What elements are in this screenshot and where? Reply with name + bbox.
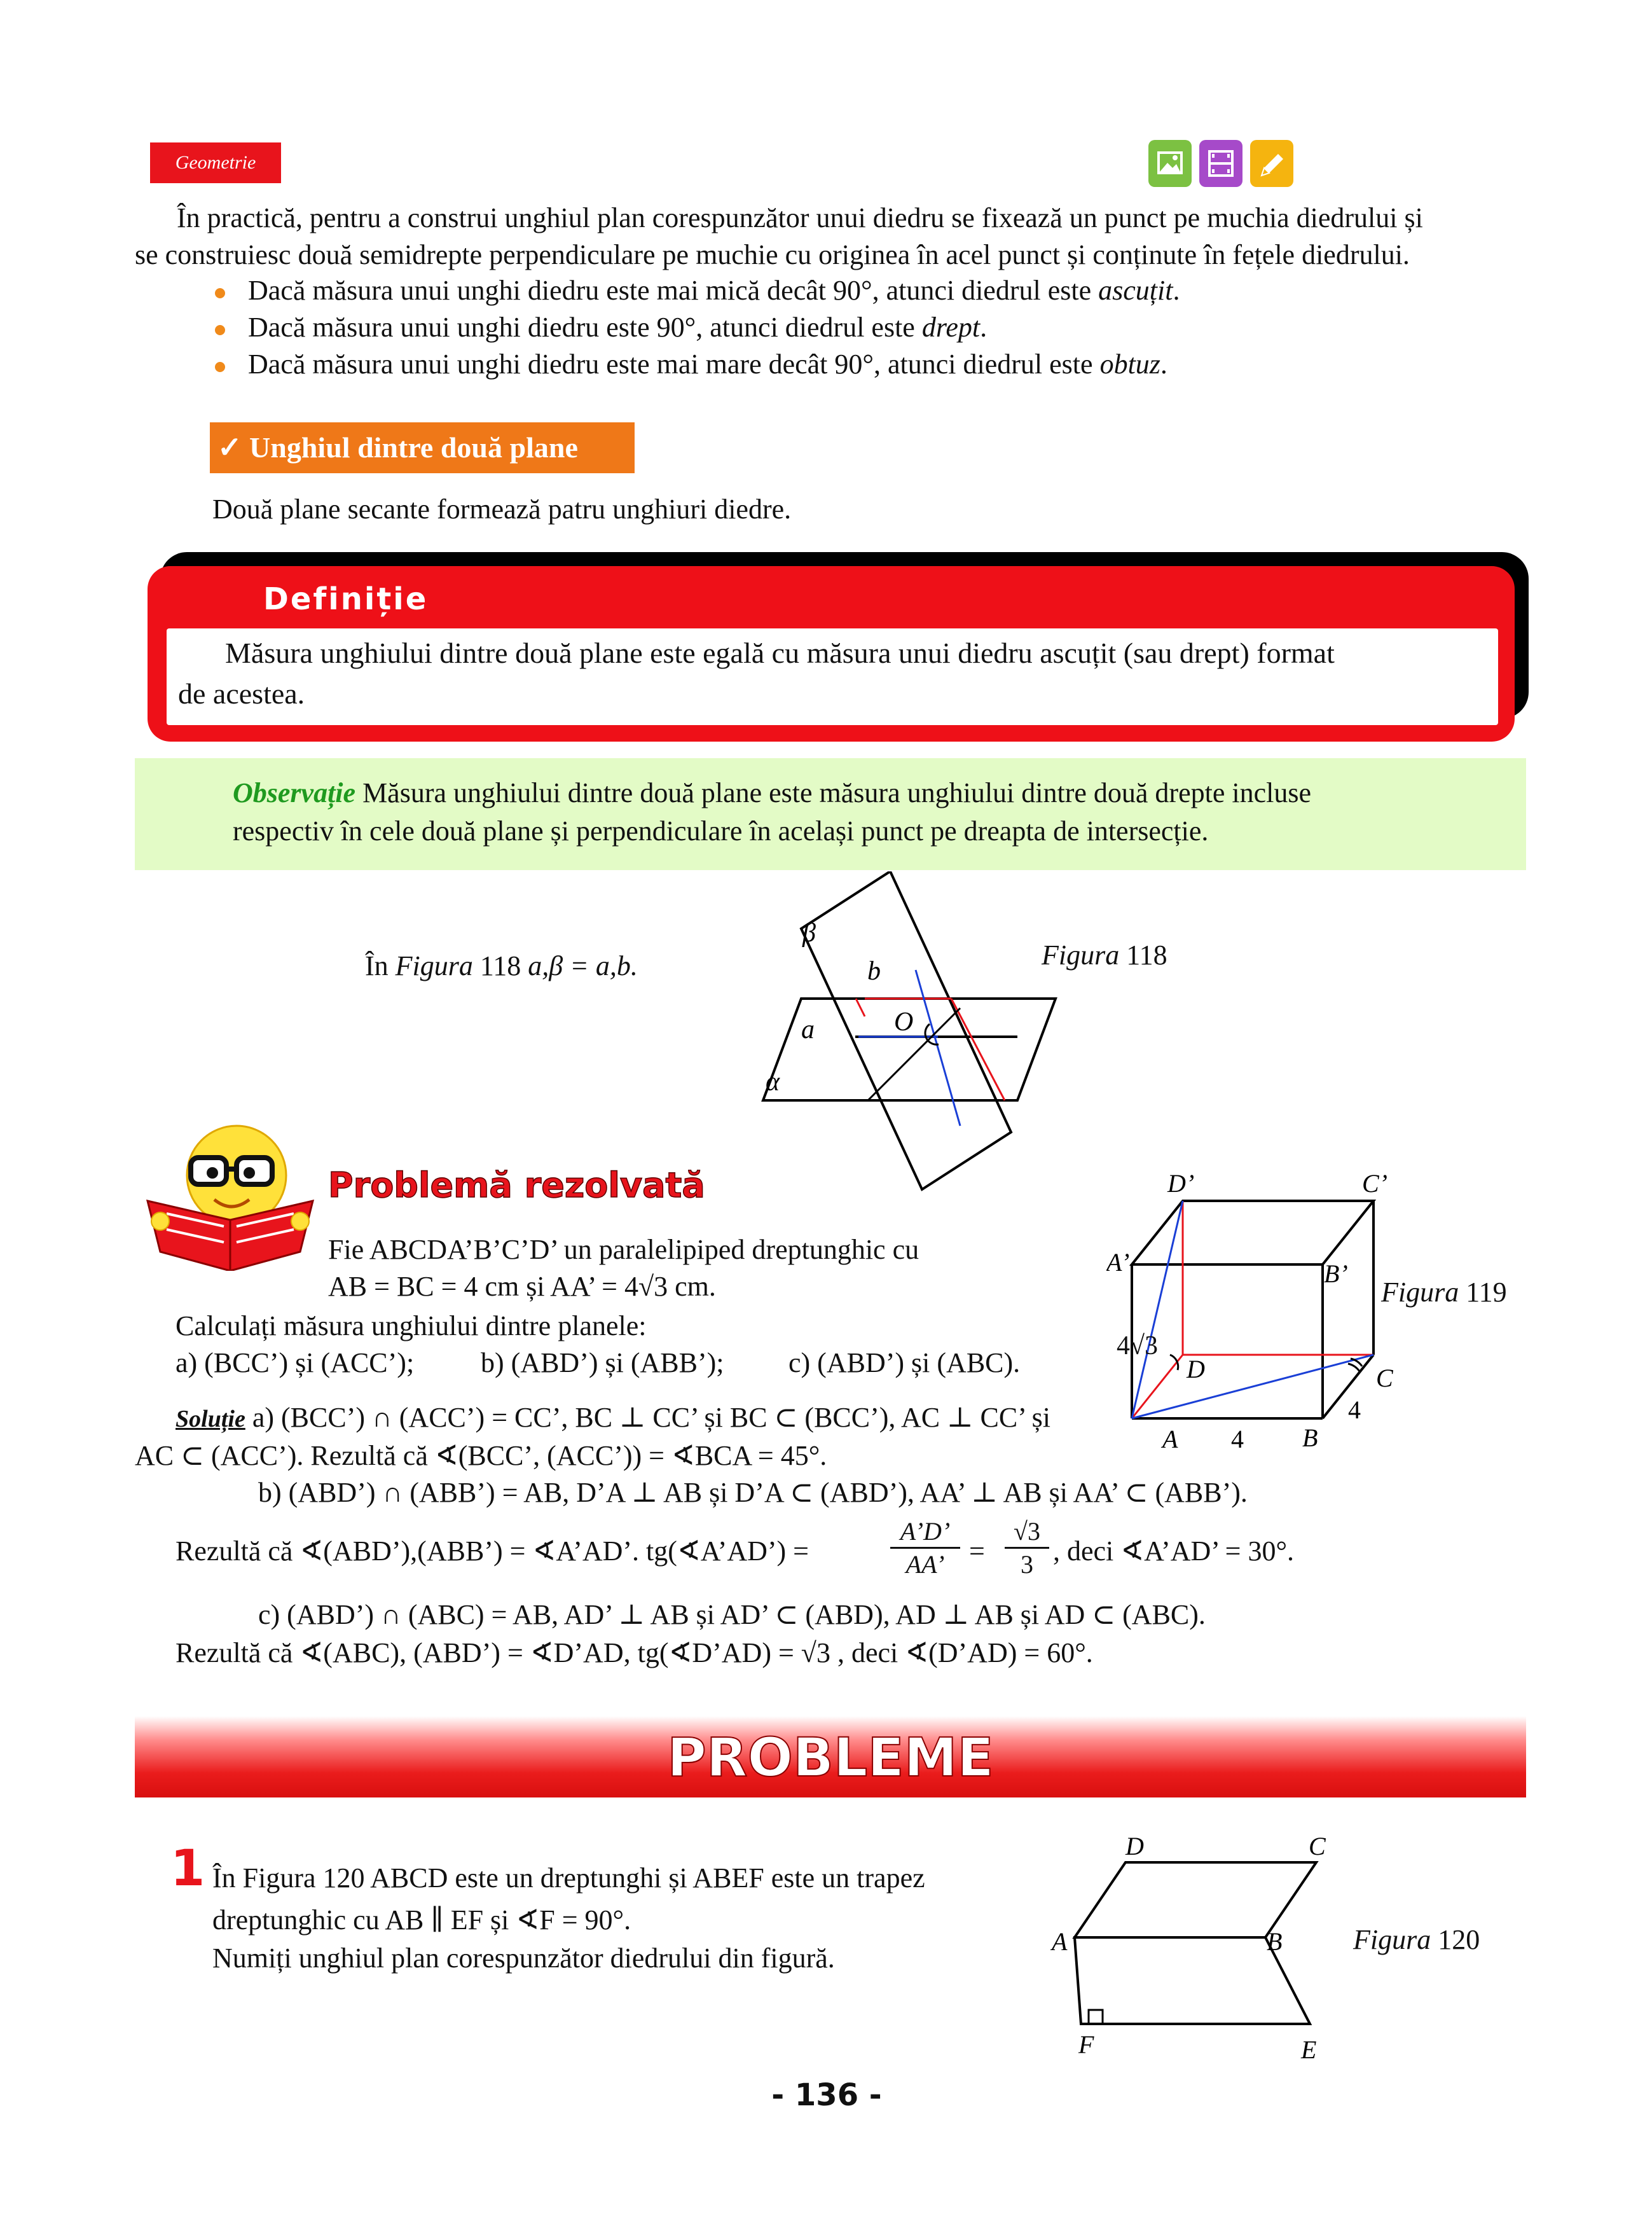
fig119-point-C: C: [1376, 1364, 1393, 1392]
solved-part-b: b) (ABD’) și (ABB’);: [481, 1347, 724, 1378]
fraction-denominator: AA’: [905, 1550, 945, 1579]
fig118-diagram: [750, 871, 1081, 1208]
fig119-edge-BC: 4: [1348, 1395, 1361, 1424]
definition-line-2: de acestea.: [178, 677, 305, 710]
solution-c-line-1: c) (ABD’) ∩ (ABC) = AB, AD’ ⊥ AB și AD’ ⊂ (ABD), AD ⊥ AB și AD ⊂ (ABC).: [258, 1599, 1206, 1630]
fig118-point-a: a: [801, 1015, 815, 1044]
fig120-point-A: A: [1052, 1927, 1068, 1956]
intro-line-2: se construiesc două semidrepte perpendiculare pe muchie cu originea în acel punct și conținute în fețele diedrului.: [135, 239, 1410, 270]
section-text: Două plane secante formează patru unghiuri diedre.: [212, 494, 792, 525]
problem-1-line-2: dreptunghic cu AB ∥ EF și ∢F = 90°.: [212, 1904, 631, 1936]
intro-line-1: În practică, pentru a construi unghiul plan corespunzător unui diedru se fixează un punct pe muchia diedrului și: [177, 202, 1423, 233]
fig120-label: Figura 120: [1353, 1924, 1480, 1955]
solution-b-line-2: Rezultă că ∢(ABD’),(ABB’) = ∢A’AD’. tg(∢A’AD’) =: [176, 1535, 809, 1567]
problem-1-line-1: În Figura 120 ABCD este un dreptunghi și ABEF este un trapez: [212, 1862, 925, 1894]
page-number: - 136 -: [771, 2077, 882, 2113]
fig119-point-B1: B’: [1324, 1259, 1348, 1288]
solution-a-line-1: Soluție a) (BCC’) ∩ (ACC’) = CC’, BC ⊥ CC’ și BC ⊂ (BCC’), AC ⊥ CC’ și: [176, 1402, 1050, 1433]
solved-line-2: AB = BC = 4 cm și AA’ = 4√3 cm.: [328, 1271, 716, 1302]
fig119-edge-AA1: 4√3: [1117, 1331, 1159, 1361]
fig119-point-C1: C’: [1362, 1169, 1387, 1198]
fig119-diagram: [1106, 1164, 1475, 1463]
fig120-point-C: C: [1309, 1832, 1326, 1860]
fraction-numerator: √3: [1005, 1516, 1049, 1549]
section-heading: ✓ Unghiul dintre două plane: [210, 422, 635, 473]
bullet-item: Dacă măsura unui unghi diedru este 90°, atunci diedrul este drept.: [215, 309, 987, 346]
fig119-label: Figura 119: [1381, 1277, 1507, 1308]
fig118-point-O: O: [894, 1008, 914, 1037]
solution-b-line-1: b) (ABD’) ∩ (ABB’) = AB, D’A ⊥ AB și D’A ⊂ (ABD’), AA’ ⊥ AB și AA’ ⊂ (ABB’).: [258, 1477, 1248, 1508]
fig119-point-A1: A’: [1106, 1248, 1130, 1277]
image-icon[interactable]: [1148, 140, 1192, 187]
bullet-item: Dacă măsura unui unghi diedru este mai mare decât 90°, atunci diedrul este obtuz.: [215, 346, 1167, 383]
definition-title: Definiție: [263, 581, 429, 617]
fig118-caption: În Figura 118 a,β = a,b.: [365, 950, 638, 981]
fig119-point-B: B: [1302, 1423, 1318, 1452]
solved-line-3: Calculați măsura unghiului dintre planele:: [176, 1310, 647, 1341]
problem-1-line-3: Numiți unghiul plan corespunzător diedrului din figură.: [212, 1942, 835, 1974]
bullet-item: Dacă măsura unui unghi diedru este mai mică decât 90°, atunci diedrul este ascuțit.: [215, 272, 1180, 309]
fig119-point-A: A: [1162, 1425, 1178, 1453]
fig119-point-D: D: [1187, 1355, 1205, 1383]
fig118-point-b: b: [867, 957, 881, 986]
fig119-point-D1: D’: [1167, 1169, 1195, 1198]
film-icon[interactable]: [1199, 140, 1242, 187]
fig118-label: Figura 118: [1042, 939, 1167, 971]
observation-line-1: Observație Măsura unghiului dintre două plane este măsura unghiului dintre două drepte incluse: [233, 777, 1312, 808]
reading-mascot-icon: [141, 1125, 319, 1271]
solved-part-c: c) (ABD’) și (ABC).: [788, 1347, 1021, 1378]
fig119-edge-AB: 4: [1231, 1425, 1244, 1453]
chapter-tag: Geometrie: [150, 142, 281, 183]
fraction-equals: =: [969, 1535, 985, 1567]
fig118-point-beta: β: [802, 918, 816, 948]
solved-line-1: Fie ABCDA’B’C’D’ un paralelipiped dreptunghic cu: [328, 1234, 919, 1265]
fig120-point-E: E: [1301, 2035, 1317, 2061]
solution-c-line-2: Rezultă că ∢(ABC), (ABD’) = ∢D’AD, tg(∢D’AD) = √3 , deci ∢(D’AD) = 60°.: [176, 1637, 1093, 1668]
solved-problem-title: Problemă rezolvată: [328, 1165, 705, 1205]
pencil-icon[interactable]: [1250, 140, 1293, 187]
definition-line-1: Măsura unghiului dintre două plane este egală cu măsura unui diedru ascuțit (sau drept) format: [225, 637, 1335, 669]
problems-banner-title: PROBLEME: [667, 1726, 994, 1789]
fig120-point-B: B: [1267, 1927, 1283, 1956]
solution-b-result: , deci ∢A’AD’ = 30°.: [1053, 1535, 1295, 1567]
fraction-numerator: A’D’: [890, 1516, 960, 1549]
solved-part-a: a) (BCC’) și (ACC’);: [176, 1347, 415, 1378]
fig120-point-F: F: [1078, 2030, 1094, 2059]
fig120-point-D: D: [1125, 1832, 1144, 1860]
fig120-diagram: [1049, 1832, 1367, 2061]
problem-number: 1: [170, 1840, 205, 1897]
fig118-point-alpha: α: [766, 1067, 780, 1097]
observation-line-2: respectiv în cele două plane și perpendiculare în același punct pe dreapta de intersecție.: [233, 815, 1209, 847]
solution-a-line-2: AC ⊂ (ACC’). Rezultă că ∢(BCC’, (ACC’)) = ∢BCA = 45°.: [135, 1440, 827, 1471]
fraction-denominator: 3: [1021, 1550, 1033, 1579]
